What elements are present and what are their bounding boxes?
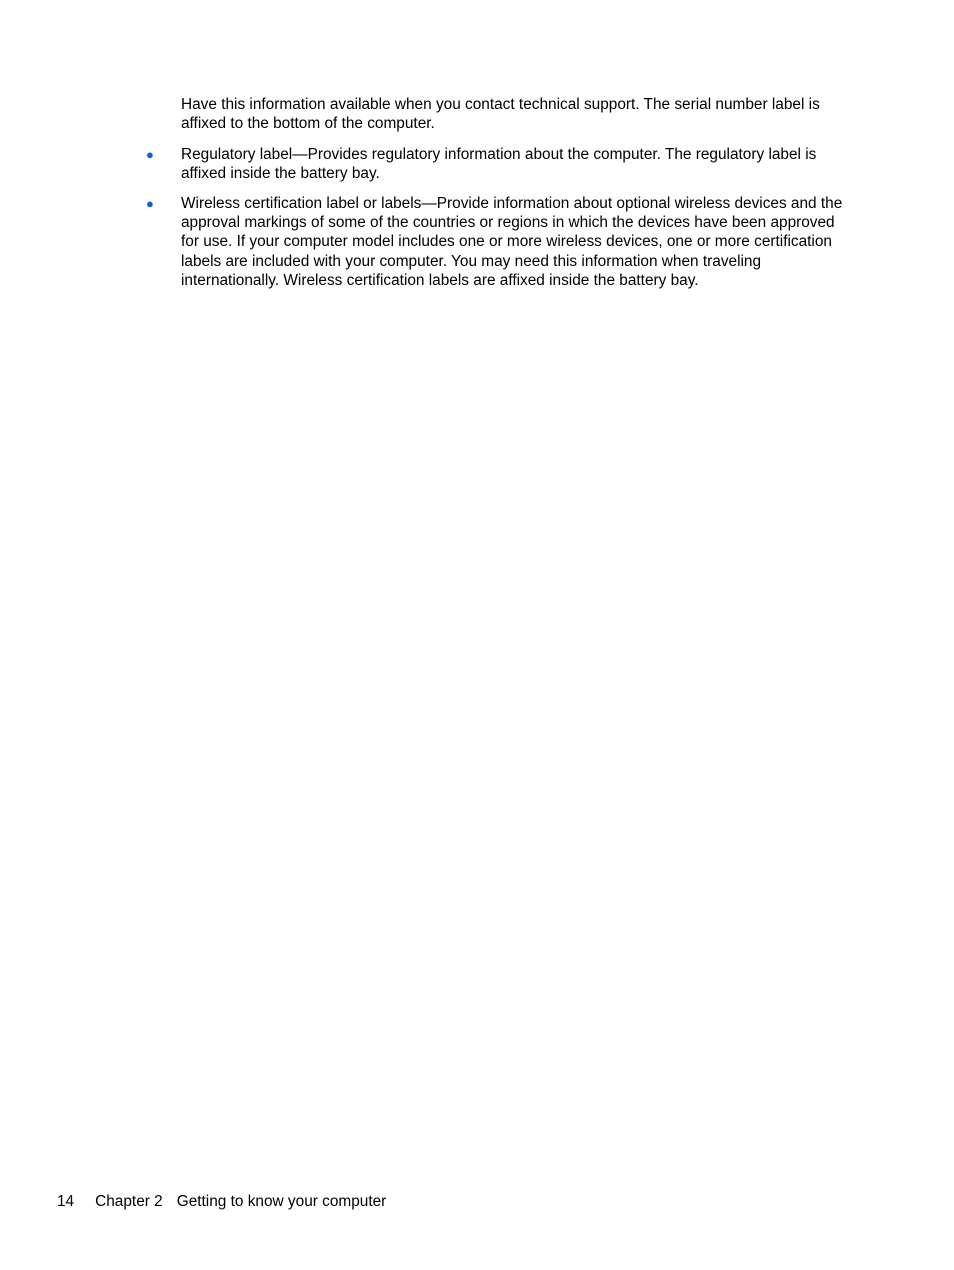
list-item-text: Wireless certification label or labels—Provide information about optional wireless devices and the approval markings of some of the countries or regions in which the devices have been approved for use. If your computer model includes one or more wireless devices, one or more certification labels are included with your computer. You may need this information when traveling internationally. Wireless certification labels are affixed inside the battery bay. [181, 194, 843, 289]
chapter-title: Getting to know your computer [176, 1193, 387, 1210]
bullet-icon: ● [146, 147, 154, 162]
list-item-text: Regulatory label—Provides regulatory information about the computer. The regulatory label is affixed inside the battery bay. [181, 146, 817, 183]
chapter-label: Chapter 2 [95, 1193, 163, 1210]
page-number: 14 [57, 1193, 75, 1210]
bullet-icon: ● [146, 195, 154, 211]
page-footer [57, 1192, 386, 1211]
intro-paragraph: Have this information available when you contact technical support. The serial number label is affixed to the bottom of the computer. [181, 96, 820, 133]
label-bullet-list [0, 145, 954, 300]
list-item-regulatory-label [0, 145, 954, 183]
list-item-wireless-certification-label [0, 194, 954, 290]
